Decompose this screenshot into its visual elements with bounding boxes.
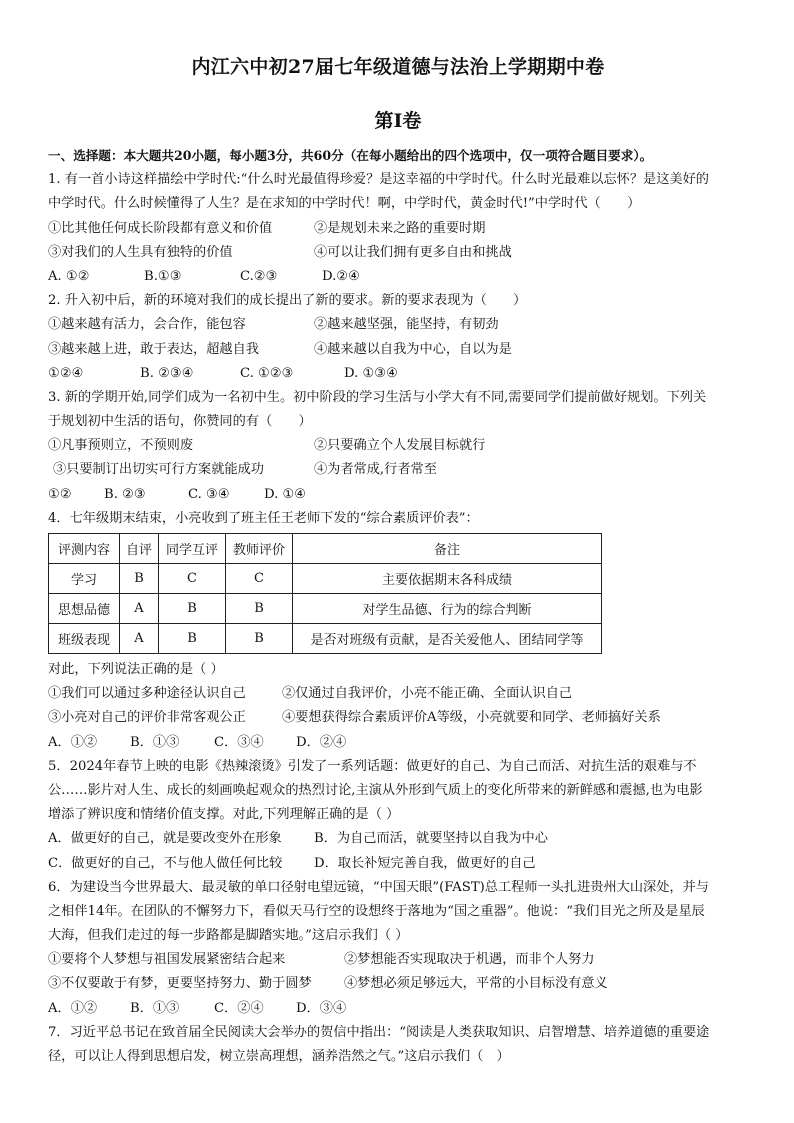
option-a: A. ①② <box>48 268 90 284</box>
option-d: D. ①④ <box>264 486 307 502</box>
table-cell: 班级表现 <box>49 624 120 654</box>
statement: ③只要制订出切实可行方案就能成功 <box>53 462 264 478</box>
page-title: 内江六中初27届七年级道德与法治上学期期中卷 <box>191 56 605 78</box>
question-stem-line: 公……影片对人生、成长的刻画唤起观众的热烈讨论,主演从外形到气质上的变化所带来的新鲜感和震撼,也为电影 <box>48 782 703 798</box>
table-cell: A <box>120 594 159 624</box>
statement-row <box>48 972 758 996</box>
question-2 <box>48 289 758 386</box>
section-heading: 一、选择题：本大题共20小题，每小题3分，共60分（在每小题给出的四个选项中，仅一项符合题目要求）。 <box>48 148 653 163</box>
option-b: B. ②③ <box>104 486 146 502</box>
question-5 <box>48 755 758 876</box>
option-c: C．③④ <box>214 734 264 750</box>
table-cell: B <box>226 594 293 624</box>
options-row <box>48 827 758 851</box>
table-cell: B <box>226 624 293 654</box>
table-cell: B <box>120 564 159 594</box>
option-c: C．②④ <box>214 1000 264 1016</box>
option-c: C.②③ <box>240 268 278 284</box>
statement: ②越来越坚强，能坚持，有韧劲 <box>314 317 499 333</box>
statement: ④为者常成,行者常至 <box>314 462 437 478</box>
question-stem-line: 3. 新的学期开始,同学们成为一名初中生。初中阶段的学习生活与小学大有不同,需要同学们提前做好规划。下列关 <box>48 389 707 405</box>
option-a: A．①② <box>48 734 98 750</box>
statement: ③对我们的人生具有独特的价值 <box>48 244 233 260</box>
table-header-cell: 评测内容 <box>49 534 120 564</box>
option-c: C．做更好的自己，不与他人做任何比较 <box>48 855 283 871</box>
question-stem-line: 增添了辨识度和情绪价值支撑。对此,下列理解正确的是（ ） <box>48 807 400 823</box>
option-d: D．取长补短完善自我，做更好的自己 <box>314 855 536 871</box>
statement-row <box>48 706 758 730</box>
option-a: ①②④ <box>48 365 84 381</box>
table-cell: B <box>159 594 226 624</box>
options-row <box>48 731 758 755</box>
question-7 <box>48 1021 758 1069</box>
question-4 <box>48 507 758 755</box>
volume-heading: 第Ⅰ卷 <box>374 110 422 132</box>
table-row <box>49 594 602 624</box>
statement: ①凡事预则立，不预则废 <box>48 438 194 454</box>
table-header-cell: 备注 <box>293 534 602 564</box>
table-cell: C <box>159 564 226 594</box>
option-d: D. ①③④ <box>344 365 398 381</box>
option-d: D．③④ <box>296 1000 347 1016</box>
table-cell: C <box>226 564 293 594</box>
statement-row <box>48 458 758 482</box>
statement: ①要将个人梦想与祖国发展紧密结合起来 <box>48 952 286 968</box>
evaluation-table <box>48 533 602 654</box>
options-row <box>48 362 758 386</box>
question-stem-line: 于规划初中生活的语句，你赞同的有（ ） <box>48 414 312 430</box>
statement: ②是规划未来之路的重要时期 <box>314 220 486 236</box>
options-row <box>48 997 758 1021</box>
table-row <box>49 624 602 654</box>
question-1 <box>48 168 758 289</box>
option-d: D．②④ <box>296 734 347 750</box>
question-stem-line: 2. 升入初中后，新的环境对我们的成长提出了新的要求。新的要求表现为（ ） <box>48 293 527 309</box>
option-d: D.②④ <box>322 268 360 284</box>
statement: ③小亮对自己的评价非常客观公正 <box>48 710 246 726</box>
question-stem-line: 径，可以让人得到思想启发，树立崇高理想，涵养浩然之气。”这启示我们（ ） <box>48 1049 510 1064</box>
question-content <box>48 144 758 1069</box>
table-row <box>49 564 602 594</box>
option-c: C. ③④ <box>188 486 230 502</box>
table-header-row <box>49 534 602 564</box>
question-6 <box>48 876 758 1021</box>
table-cell: B <box>159 624 226 654</box>
table-cell: 是否对班级有贡献，是否关爱他人、团结同学等 <box>293 624 602 654</box>
statement: ②梦想能否实现取决于机遇，而非个人努力 <box>344 952 595 968</box>
options-row <box>48 852 758 876</box>
question-stem-line: 4．七年级期末结束，小亮收到了班主任王老师下发的“综合素质评价表”： <box>48 510 479 526</box>
question-stem-line: 7．习近平总书记在致首届全民阅读大会举办的贺信中指出：“阅读是人类获取知识、启智增慧、培养道德的重要途 <box>48 1024 710 1040</box>
question-prompt: 对此，下列说法正确的是（ ） <box>48 662 224 677</box>
options-row <box>48 265 758 289</box>
statement: ②仅通过自我评价，小亮不能正确、全面认识自己 <box>282 686 573 702</box>
option-b: B.①③ <box>144 268 182 284</box>
question-3 <box>48 386 758 507</box>
statement: ④梦想必须足够远大，平常的小目标没有意义 <box>344 976 608 992</box>
option-b: B. ②③④ <box>140 365 194 381</box>
option-b: B．为自己而活，就要坚持以自我为中心 <box>314 831 548 847</box>
statement-row <box>48 682 758 706</box>
question-stem-line: 中学时代。什么时候懂得了人生？是在求知的中学时代！啊，中学时代，黄金时代!”中学时代（ ） <box>48 196 641 212</box>
question-stem-line: 5．2024年春节上映的电影《热辣滚烫》引发了一系列话题：做更好的自己、为自己而活、对抗生活的艰难与不 <box>48 758 697 774</box>
statement: ③越来越上进，敢于表达，超越自我 <box>48 341 259 357</box>
table-header-cell: 教师评价 <box>226 534 293 564</box>
statement-row <box>48 434 758 458</box>
statement-row <box>48 241 758 265</box>
statement: ②只要确立个人发展目标就行 <box>314 438 486 454</box>
table-header-cell: 自评 <box>120 534 159 564</box>
options-row <box>48 483 758 507</box>
statement: ④越来越以自我为中心，自以为是 <box>314 341 512 357</box>
table-cell: 主要依据期末各科成绩 <box>293 564 602 594</box>
table-cell: A <box>120 624 159 654</box>
option-a: ①② <box>48 486 72 502</box>
option-c: C. ①②③ <box>240 365 294 381</box>
table-header-cell: 同学互评 <box>159 534 226 564</box>
statement: ①我们可以通过多种途径认识自己 <box>48 686 246 702</box>
statement: ①越来越有活力，会合作，能包容 <box>48 317 246 333</box>
statement-row <box>48 217 758 241</box>
option-b: B．①③ <box>130 1000 180 1016</box>
table-cell: 思想品德 <box>49 594 120 624</box>
statement-row <box>48 338 758 362</box>
option-b: B．①③ <box>130 734 180 750</box>
statement: ③不仅要敢于有梦，更要坚持努力、勤于圆梦 <box>48 976 312 992</box>
statement: ①比其他任何成长阶段都有意义和价值 <box>48 220 273 236</box>
statement: ④要想获得综合素质评价A等级，小亮就要和同学、老师搞好关系 <box>282 710 661 726</box>
table-cell: 对学生品德、行为的综合判断 <box>293 594 602 624</box>
statement: ④可以让我们拥有更多自由和挑战 <box>314 244 512 260</box>
table-cell: 学习 <box>49 564 120 594</box>
question-stem-line: 1. 有一首小诗这样描绘中学时代:“什么时光最值得珍爱？是这幸福的中学时代。什么时光最难以忘怀？是这美好的 <box>48 172 709 188</box>
question-stem-line: 6．为建设当今世界最大、最灵敏的单口径射电望远镜，“中国天眼”(FAST)总工程师一头扎进贵州大山深处，并与 <box>48 879 709 895</box>
option-a: A．做更好的自己，就是要改变外在形象 <box>48 831 282 847</box>
question-stem-line: 之相伴14年。在团队的不懈努力下，看似天马行空的设想终于落地为“国之重器”。他说：“我们目光之所及是星辰 <box>48 903 705 919</box>
statement-row <box>48 313 758 337</box>
option-a: A．①② <box>48 1000 98 1016</box>
statement-row <box>48 948 758 972</box>
question-stem-line: 大海，但我们走过的每一步路都是脚踏实地。”这启示我们（ ） <box>48 928 409 944</box>
